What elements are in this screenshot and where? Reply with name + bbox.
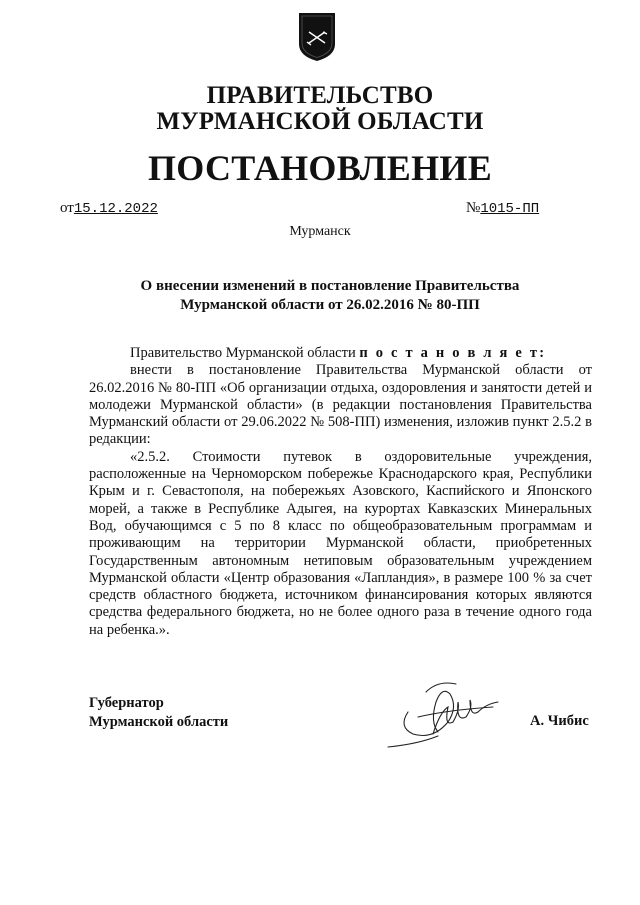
organization-name-line2: МУРМАНСКОЙ ОБЛАСТИ: [156, 108, 484, 135]
intro-text: Правительство Мурманской области: [130, 345, 356, 361]
signatory-title-line2: Мурманской области: [89, 714, 229, 730]
signatory-title-line1: Губернатор: [89, 695, 164, 711]
organization-name-line1: ПРАВИТЕЛЬСТВО: [206, 82, 434, 109]
handwritten-signature-icon: [378, 672, 508, 752]
document-body: [89, 345, 592, 639]
number-value: 1015-ПП: [480, 201, 540, 217]
body-paragraph-2: «2.5.2. Стоимости путевок в оздоровительные учреждения, расположенные на Черноморском побережье Краснодарского края, Республики Крым и г. Севастополя, на побережьях Азовского, Каспийского и Японского морей, а также в Республике Адыгея, на курортах Кавказских Минеральных Вод, обучающимся с 5 по 8 класс по общеобразовательным программам и проживающим на территории Мурманской области, приобретенных Государственным автономным нетиповым образовательным учреждением Мурманской области «Центр образования «Лапландия», в размере 100 % за счет средств областного бюджета, источником финансирования которых являются средства федерального бюджета, но не более одного раза в течение одного года на ребенка.».: [89, 448, 592, 638]
document-type-title: ПОСТАНОВЛЕНИЕ: [147, 148, 493, 188]
signatory-name: А. Чибис: [530, 713, 589, 729]
document-date: [60, 200, 172, 217]
subject-line2: Мурманской области от 26.02.2016 № 80-ПП: [180, 297, 480, 313]
decree-intro: [89, 345, 592, 362]
body-paragraph-1: внести в постановление Правительства Мурманской области от 26.02.2016 № 80-ПП «Об организации отдыха, оздоровления и занятости детей и молодежи Мурманской области» (в редакции постановления Правительства Мурманский области от 29.06.2022 № 508-ПП) изменения, изложив пункт 2.5.2 в редакции:: [89, 362, 592, 448]
subject-line1: О внесении изменений в постановление Правительства: [140, 278, 520, 294]
number-prefix: №: [466, 200, 481, 216]
decree-word: п о с т а н о в л я е т:: [359, 345, 547, 361]
date-value: 15.12.2022: [73, 201, 158, 217]
signatory-title: [89, 694, 228, 732]
city-name: Мурманск: [289, 224, 351, 239]
document-number: [466, 200, 583, 217]
murmansk-coat-of-arms-icon: [298, 12, 336, 62]
document-subject: [120, 277, 540, 315]
date-prefix: от: [60, 200, 74, 216]
